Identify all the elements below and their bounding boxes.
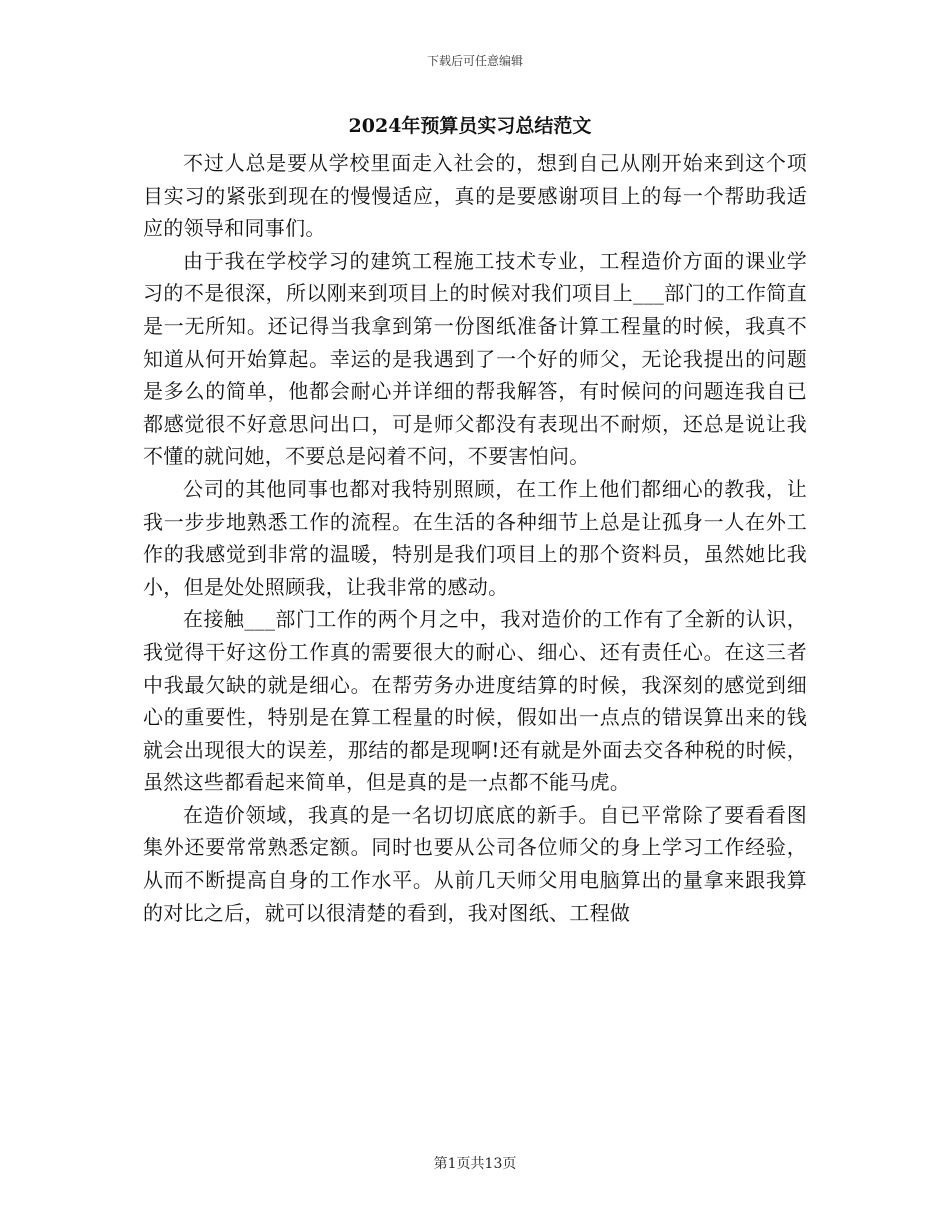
paragraph: 由于我在学校学习的建筑工程施工技术专业，工程造价方面的课业学习的不是很深，所以刚来到项目上的时候对我们项目上___部门的工作简直是一无所知。还记得当我拿到第一份图纸准备计算工程量的时候，我真不知道从何开始算起。幸运的是我遇到了一个好的师父，无论我提出的问题是多么的简单，他都会耐心并详细的帮我解答，有时候问的问题连我自已都感觉很不好意思问出口，可是师父都没有表现出不耐烦，还总是说让我不懂的就问她，不要总是闷着不问，不要害怕问。 (143, 248, 807, 469)
paragraph: 公司的其他同事也都对我特别照顾，在工作上他们都细心的教我，让我一步步地熟悉工作的流程。在生活的各种细节上总是让孤身一人在外工作的我感觉到非常的温暖，特别是我们项目上的那个资料员，虽然她比我小，但是处处照顾我，让我非常的感动。 (143, 476, 807, 599)
page-number-footer: 第1页共13页 (433, 1156, 517, 1172)
document-body (143, 147, 807, 929)
page-header-note: 下载后可任意编辑 (426, 54, 523, 68)
document-title: 2024年预算员实习总结范文 (348, 115, 592, 137)
paragraph: 在造价领域，我真的是一名切切底底的新手。自已平常除了要看看图集外还要常常熟悉定额。同时也要从公司各位师父的身上学习工作经验，从而不断提高自身的工作水平。从前几天师父用电脑算出的量拿来跟我算的对比之后，就可以很清楚的看到，我对图纸、工程做 (143, 802, 807, 925)
paragraph: 不过人总是要从学校里面走入社会的，想到自己从刚开始来到这个项目实习的紧张到现在的慢慢适应，真的是要感谢项目上的每一个帮助我适应的领导和同事们。 (143, 151, 807, 241)
paragraph: 在接触___部门工作的两个月之中，我对造价的工作有了全新的认识，我觉得干好这份工作真的需要很大的耐心、细心、还有责任心。在这三者中我最欠缺的就是细心。在帮劳务办进度结算的时候，我深刻的感觉到细心的重要性，特别是在算工程量的时候，假如出一点点的错误算出来的钱就会出现很大的误差，那结的都是现啊!还有就是外面去交各种税的时候，虽然这些都看起来简单，但是真的是一点都不能马虎。 (143, 607, 807, 795)
